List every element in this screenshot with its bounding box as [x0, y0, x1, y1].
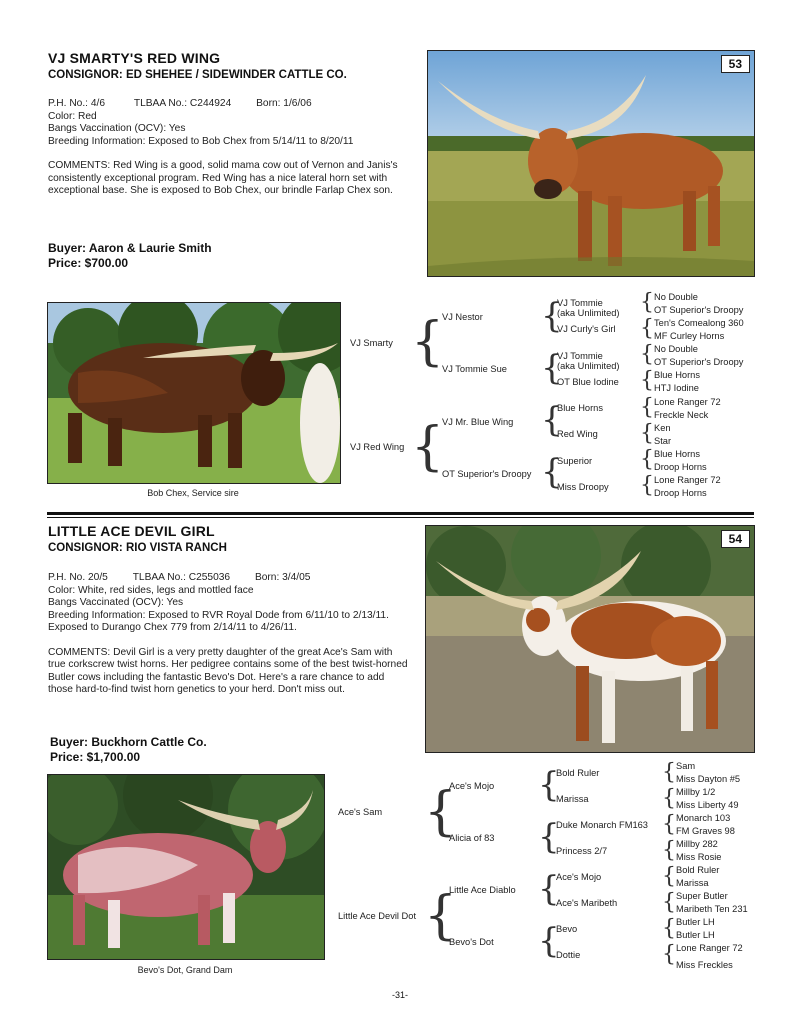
pedigree-gen4: OT Superior's Droopy [654, 357, 744, 367]
pedigree-gen2: Bevo's Dot [449, 937, 494, 947]
bracket: { [538, 765, 560, 805]
pedigree-gen3: Miss Droopy [557, 482, 609, 492]
buyer: Buyer: Buckhorn Cattle Co. [50, 735, 207, 749]
price: Price: $700.00 [48, 256, 129, 270]
lot-number-badge: 53 [721, 55, 750, 73]
lot-53-buyer-block [48, 241, 212, 271]
brindle-bull-image [48, 303, 340, 483]
bracket: { [424, 782, 458, 842]
pedigree-gen4: Butler LH [676, 930, 715, 940]
bracket: { [640, 316, 654, 341]
pedigree-gen4: OT Superior's Droopy [654, 305, 744, 315]
bracket: { [640, 342, 654, 367]
pedigree-gen3: Duke Monarch FM163 [556, 820, 648, 830]
lot-54-title: LITTLE ACE DEVIL GIRL [48, 523, 215, 539]
tlbaa-number: TLBAA No.: C255036 [132, 572, 231, 583]
section-divider [47, 512, 754, 515]
bangs-line: Bangs Vaccination (OCV): Yes [48, 123, 186, 134]
pedigree-gen3: Ace's Maribeth [556, 898, 618, 908]
bracket: { [538, 921, 560, 961]
pedigree-gen3: VJ Tommie (aka Unlimited) [557, 298, 620, 318]
pedigree-gen4: MF Curley Horns [654, 331, 725, 341]
pedigree-gen4: Bold Ruler [676, 865, 720, 875]
pedigree-gen4: Sam [676, 761, 696, 771]
bracket: { [541, 348, 563, 388]
pedigree-gen3: Marissa [556, 794, 589, 804]
pedigree-gen4: No Double [654, 292, 698, 302]
lot-53-photo-caption: Bob Chex, Service sire [147, 488, 239, 498]
pedigree-dam: Little Ace Devil Dot [338, 911, 417, 921]
lot-54-photo-caption: Bevo's Dot, Grand Dam [137, 965, 233, 975]
bracket: { [541, 452, 563, 492]
pedigree-gen4: HTJ Iodine [654, 383, 699, 393]
price: Price: $1,700.00 [50, 750, 141, 764]
pedigree-gen4: FM Graves 98 [676, 826, 735, 836]
pedigree-gen4: Millby 1/2 [676, 787, 716, 797]
comments: COMMENTS: Devil Girl is a very pretty daughter of the great Ace's Sam with true corkscrew twist horns. Her pedigree contains some of the best twist-horned Butler cows including the fantastic Bevo's Dot. Here's a rare chance to add those hard-to-find twist horn genetics to your herd. Don't miss out. [48, 646, 408, 695]
pedigree-gen4: Blue Horns [654, 449, 700, 459]
bracket: { [538, 817, 560, 857]
lot-54-info [48, 572, 410, 697]
pedigree-gen4: Butler LH [676, 917, 715, 927]
born-date: Born: 3/4/05 [254, 572, 311, 583]
bracket: { [662, 812, 676, 837]
bracket: { [662, 786, 676, 811]
bangs-line: Bangs Vaccinated (OCV): Yes [48, 597, 184, 608]
bracket: { [662, 864, 676, 889]
bracket: { [662, 916, 676, 941]
color-line: Color: White, red sides, legs and mottled face [48, 584, 254, 596]
pedigree-gen4: Droop Horns [654, 462, 707, 472]
pedigree-gen3: Dottie [556, 950, 581, 960]
ph-number: P.H. No.: 4/6 [48, 98, 106, 109]
breeding-line: Breeding Information: Exposed to RVR Royal Dode from 6/11/10 to 2/13/11. Exposed to Durango Chex 779 from 2/14/11 to 4/26/11. [48, 609, 389, 633]
pedigree-sire: Ace's Sam [338, 807, 383, 817]
pedigree-gen3: Red Wing [557, 429, 598, 439]
pedigree-gen4: Blue Horns [654, 370, 700, 380]
born-date: Born: 1/6/06 [256, 98, 312, 109]
pedigree-gen4: Millby 282 [676, 839, 718, 849]
pedigree-gen4: Lone Ranger 72 [654, 397, 721, 407]
pedigree-gen4: Ken [654, 423, 671, 433]
pedigree-gen3: Blue Horns [557, 403, 603, 413]
lot-53-title: VJ SMARTY'S RED WING [48, 50, 221, 66]
bracket: { [411, 417, 445, 477]
pedigree-gen4: Marissa [676, 878, 709, 888]
bracket: { [541, 296, 563, 336]
bracket: { [662, 838, 676, 863]
longhorn-cow-image [426, 526, 754, 752]
bracket: { [640, 368, 654, 393]
lot-54-consignor: CONSIGNOR: RIO VISTA RANCH [48, 542, 227, 554]
lot-54-buyer-block [50, 735, 207, 765]
pedigree-gen4: Super Butler [676, 891, 728, 901]
pedigree-dam: VJ Red Wing [350, 442, 405, 452]
bracket: { [424, 886, 458, 946]
lot-54-photo [425, 525, 755, 753]
color-line: Color: Red [48, 110, 97, 122]
comments: COMMENTS: Red Wing is a good, solid mama cow out of Vernon and Janis's consistently exceptional program. Red Wing has a nice lateral horn set with exceptional base. She is exposed to Bob Chex, our brindle Farlap Chex son. [48, 160, 398, 196]
lot-53-photo [427, 50, 755, 277]
bracket: { [662, 890, 676, 915]
section-divider [47, 517, 754, 518]
lot-53-consignor: CONSIGNOR: ED SHEHEE / SIDEWINDER CATTLE CO. [48, 69, 347, 81]
pedigree-gen2: Alicia of 83 [449, 833, 495, 843]
pedigree-gen4: Lone Ranger 72 [676, 943, 743, 953]
bracket: { [662, 760, 676, 785]
longhorn-cow-image [428, 51, 754, 276]
bracket: { [662, 942, 676, 967]
pedigree-gen3: Ace's Mojo [556, 872, 602, 882]
bracket: { [640, 395, 654, 420]
pedigree-gen3: Bevo [556, 924, 578, 934]
pedigree-sire: VJ Smarty [350, 338, 393, 348]
bracket: { [640, 473, 654, 498]
pedigree-gen4: Freckle Neck [654, 410, 709, 420]
pedigree-gen3: VJ Curly's Girl [557, 324, 616, 334]
pedigree-gen2: VJ Tommie Sue [442, 364, 507, 374]
pedigree-gen3: Princess 2/7 [556, 846, 608, 856]
bracket: { [538, 869, 560, 909]
lot-53-sire-photo [47, 302, 341, 484]
longhorn-cow-image [48, 775, 324, 959]
pedigree-gen4: Star [654, 436, 672, 446]
pedigree-gen4: Ten's Comealong 360 [654, 318, 744, 328]
lot-53-info [48, 98, 418, 198]
page-number: -31- [392, 990, 409, 1000]
pedigree-gen4: Miss Dayton #5 [676, 774, 741, 784]
lot-54-granddam-photo [47, 774, 325, 960]
pedigree-gen2: VJ Mr. Blue Wing [442, 417, 514, 427]
pedigree-gen2: Ace's Mojo [449, 781, 495, 791]
pedigree-gen3: Superior [557, 456, 593, 466]
pedigree-gen3: VJ Tommie (aka Unlimited) [557, 351, 620, 371]
pedigree-gen3: Bold Ruler [556, 768, 600, 778]
lot-number-badge: 54 [721, 530, 750, 548]
pedigree-gen4: Miss Liberty 49 [676, 800, 739, 810]
pedigree-gen2: VJ Nestor [442, 312, 483, 322]
pedigree-gen4: No Double [654, 344, 698, 354]
pedigree-gen4: Monarch 103 [676, 813, 731, 823]
ph-number: P.H. No. 20/5 [48, 572, 108, 583]
pedigree-gen4: Miss Rosie [676, 852, 722, 862]
bracket: { [640, 290, 654, 315]
pedigree-gen4: Miss Freckles [676, 960, 733, 970]
pedigree-gen4: Droop Horns [654, 488, 707, 498]
buyer: Buyer: Aaron & Laurie Smith [48, 241, 212, 255]
pedigree-gen3: OT Blue Iodine [557, 377, 619, 387]
bracket: { [411, 312, 445, 372]
pedigree-gen2: Little Ace Diablo [449, 885, 516, 895]
pedigree-gen4: Maribeth Ten 231 [676, 904, 748, 914]
bracket: { [640, 447, 654, 472]
pedigree-gen4: Lone Ranger 72 [654, 475, 721, 485]
breeding-line: Breeding Information: Exposed to Bob Chex from 5/14/11 to 8/20/11 [48, 135, 354, 147]
bracket: { [541, 400, 563, 440]
pedigree-gen2: OT Superior's Droopy [442, 469, 532, 479]
bracket: { [640, 421, 654, 446]
tlbaa-number: TLBAA No.: C244924 [133, 98, 232, 109]
